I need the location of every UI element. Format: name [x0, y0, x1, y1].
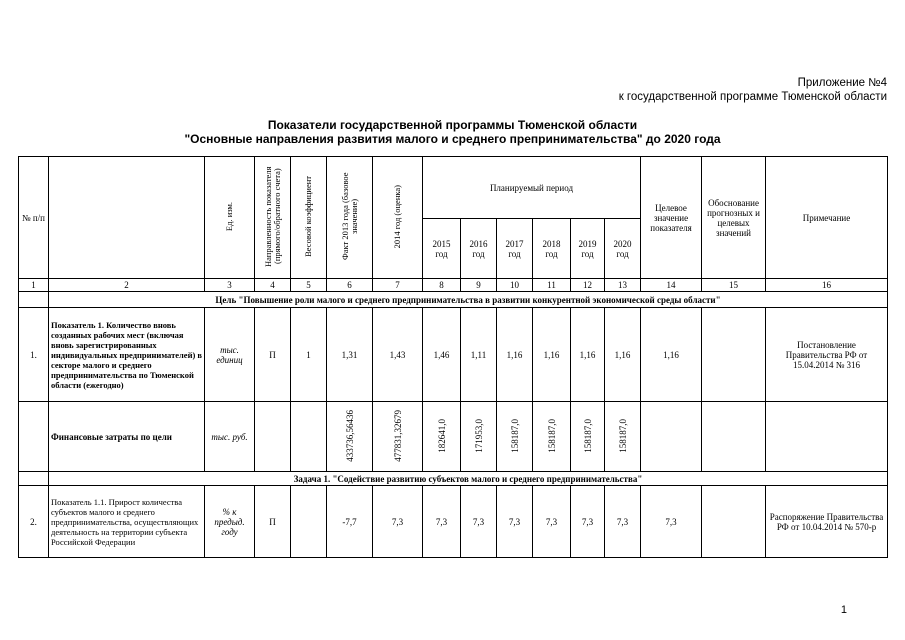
row2-weight: [291, 486, 327, 558]
indicators-table: [18, 156, 888, 558]
row1-year: 1,46: [423, 308, 461, 402]
goal-row: Цель "Повышение роли малого и среднего предпринимательства в развитии конкурентной экономической среды области": [49, 292, 888, 308]
header-year: 2019 год: [571, 219, 605, 279]
document-title: [0, 118, 905, 146]
fin-name: Финансовые затраты по цели: [49, 402, 205, 472]
title-line1: Показатели государственной программы Тюменской области: [267, 118, 638, 132]
fin-justification: [702, 402, 766, 472]
row1-note: Постановление Правительства РФ от 15.04.2014 № 316: [766, 308, 888, 402]
colnum: 5: [291, 279, 327, 292]
row2-est: 7,3: [373, 486, 423, 558]
table-row: [19, 486, 888, 558]
row1-target: 1,16: [641, 308, 702, 402]
header-note: Примечание: [766, 157, 888, 279]
row2-year: 7,3: [571, 486, 605, 558]
row2-target: 7,3: [641, 486, 702, 558]
header-year: 2018 год: [533, 219, 571, 279]
colnum: 14: [641, 279, 702, 292]
colnum: 4: [255, 279, 291, 292]
row1-year: 1,16: [571, 308, 605, 402]
row1-name: Показатель 1. Количество вновь созданных рабочих мест (включая вновь зарегистрированных индивидуальных предпринимателей) в секторе малого и среднего предпринимательства по Тюменской области (ежегодно): [49, 308, 205, 402]
fin-num: [19, 402, 49, 472]
task-row: Задача 1. "Содействие развитию субъектов малого и среднего предпринимательства": [49, 472, 888, 486]
colnum: 8: [423, 279, 461, 292]
table-row: [19, 402, 888, 472]
fin-year: 158187,0: [497, 402, 533, 472]
header-year: 2017 год: [497, 219, 533, 279]
row1-unit: тыс. единиц: [205, 308, 255, 402]
colnum: 12: [571, 279, 605, 292]
colnum: 2: [49, 279, 205, 292]
row2-year: 7,3: [423, 486, 461, 558]
colnum: 13: [605, 279, 641, 292]
row2-justification: [702, 486, 766, 558]
row2-year: 7,3: [497, 486, 533, 558]
row1-year: 1,16: [605, 308, 641, 402]
colnum: 10: [497, 279, 533, 292]
fin-direction: [255, 402, 291, 472]
row2-unit: % к предыд. году: [205, 486, 255, 558]
header-name: [49, 157, 205, 279]
fin-est: 477831,32679: [373, 402, 423, 472]
row1-est: 1,43: [373, 308, 423, 402]
row2-num: 2.: [19, 486, 49, 558]
task-empty-cell: [19, 472, 49, 486]
colnum: 15: [702, 279, 766, 292]
fin-unit: тыс. руб.: [205, 402, 255, 472]
header-year: 2016 год: [461, 219, 497, 279]
row1-justification: [702, 308, 766, 402]
colnum: 7: [373, 279, 423, 292]
colnum: 3: [205, 279, 255, 292]
colnum: 9: [461, 279, 497, 292]
row1-year: 1,16: [497, 308, 533, 402]
row1-weight: 1: [291, 308, 327, 402]
header-target: Целевое значение показателя: [641, 157, 702, 279]
title-line2: "Основные направления развития малого и среднего препринимательства" до 2020 года: [184, 132, 721, 146]
appendix-header: [619, 76, 887, 104]
fin-year: 171953,0: [461, 402, 497, 472]
appendix-line2: к государственной программе Тюменской области: [618, 91, 887, 103]
row2-fact: -7,7: [327, 486, 373, 558]
fin-year: 158187,0: [533, 402, 571, 472]
header-unit: Ед. изм.: [205, 157, 255, 279]
header-direction: Направленность показателя (прямого/обратного счета): [255, 157, 291, 279]
row1-year: 1,11: [461, 308, 497, 402]
header-year: 2015 год: [423, 219, 461, 279]
row1-direction: П: [255, 308, 291, 402]
header-est2014: 2014 год (оценка): [373, 157, 423, 279]
row1-year: 1,16: [533, 308, 571, 402]
row2-name: Показатель 1.1. Прирост количества субъектов малого и среднего предпринимательства, осуществляющих деятельность на территории субъекта Российской Федерации: [49, 486, 205, 558]
fin-year: 158187,0: [605, 402, 641, 472]
row1-fact: 1,31: [327, 308, 373, 402]
row2-note: Распоряжение Правительства РФ от 10.04.2014 № 570-р: [766, 486, 888, 558]
colnum: 16: [766, 279, 888, 292]
row1-num: 1.: [19, 308, 49, 402]
fin-target: [641, 402, 702, 472]
appendix-line1: Приложение №4: [797, 77, 887, 89]
row2-year: 7,3: [461, 486, 497, 558]
fin-fact: 433736,56436: [327, 402, 373, 472]
table-row: [19, 308, 888, 402]
row2-direction: П: [255, 486, 291, 558]
row2-year: 7,3: [533, 486, 571, 558]
header-weight: Весовой коэффициент: [291, 157, 327, 279]
page-number: 1: [840, 604, 847, 616]
colnum: 1: [19, 279, 49, 292]
fin-weight: [291, 402, 327, 472]
goal-empty-cell: [19, 292, 49, 308]
row2-year: 7,3: [605, 486, 641, 558]
header-year: 2020 год: [605, 219, 641, 279]
fin-year: 182641,0: [423, 402, 461, 472]
fin-year: 158187,0: [571, 402, 605, 472]
colnum: 6: [327, 279, 373, 292]
header-planned: Планируемый период: [423, 157, 641, 219]
header-justification: Обоснование прогнозных и целевых значений: [702, 157, 766, 279]
header-num: № п/п: [19, 157, 49, 279]
header-fact2013: Факт 2013 года (базовое значение): [327, 157, 373, 279]
colnum: 11: [533, 279, 571, 292]
fin-note: [766, 402, 888, 472]
column-number-row: [19, 279, 888, 292]
